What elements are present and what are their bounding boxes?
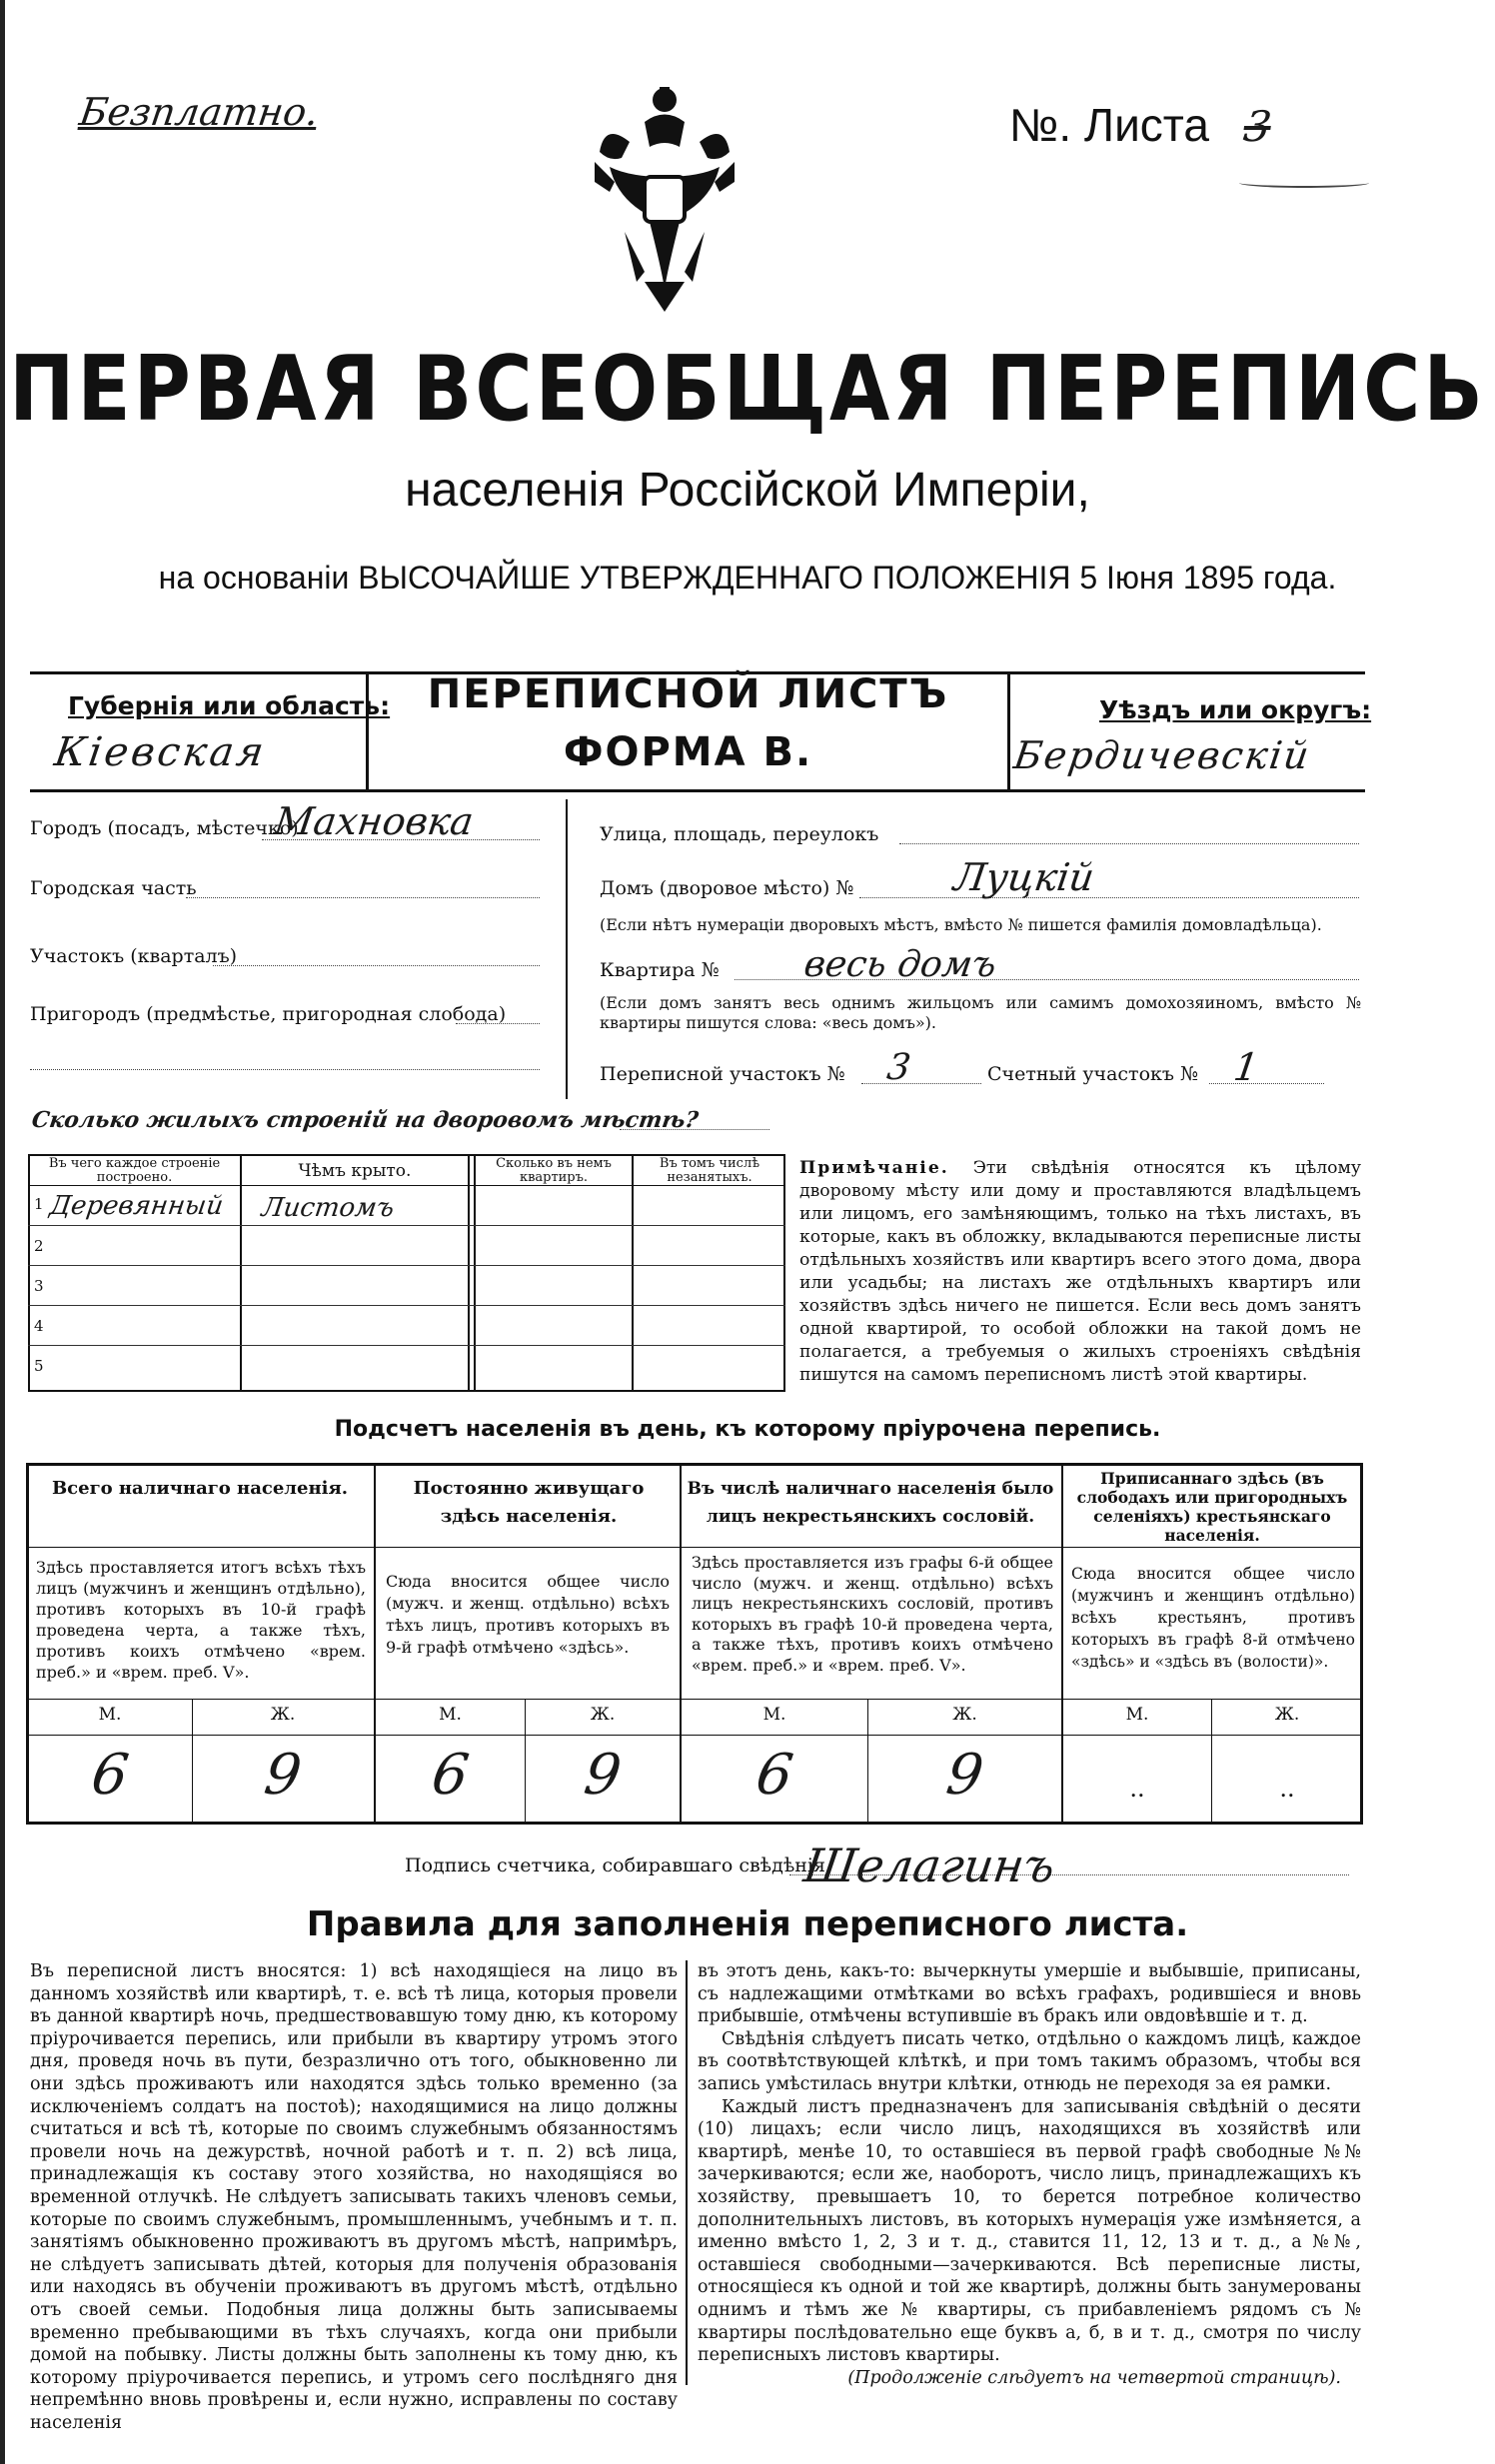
pop-col-4-f-label: Ж. (1274, 1705, 1300, 1725)
counting-district-value: 1 (1230, 1045, 1262, 1089)
city-part-line (186, 897, 540, 898)
apartment-label: Квартира № (600, 959, 720, 981)
form-header-divider-right (1007, 671, 1010, 789)
census-district-value: 3 (884, 1047, 913, 1088)
buildings-row-3-n: 3 (34, 1277, 44, 1295)
house-value: Луцкiй (950, 855, 1097, 899)
pop-col-2-m-label: М. (439, 1705, 462, 1725)
buildings-col-2 (468, 1154, 470, 1392)
imperial-eagle-icon (590, 82, 740, 322)
sheet-title: ПЕРЕПИСНОЙ ЛИСТЪ (427, 671, 949, 717)
rules-continued: (Продолженіе слѣдуетъ на четвертой страницѣ). (847, 2367, 1341, 2388)
uezd-label: Уѣздъ или округъ: (1099, 695, 1372, 724)
city-value: Махновка (271, 799, 477, 843)
suburb-line (456, 1023, 540, 1024)
pop-col-4-text: Сюда вносится общее число (мужчинъ и женщинъ отдѣльно) всѣхъ крестьянъ, противъ которыхъ въ графѣ 8-й отмѣчено «здѣсь» и «здѣсь въ (волости)». (1071, 1565, 1355, 1671)
buildings-row-rule-2 (28, 1265, 785, 1266)
buildings-question-line (620, 1129, 769, 1130)
sheet-number-value: 3 (1240, 102, 1275, 151)
city-label: Городъ (посадъ, мѣстечко) (30, 817, 299, 839)
buildings-row-4-n: 4 (34, 1317, 44, 1335)
suburb-label: Пригородъ (предмѣстье, пригородная слобода) (30, 1003, 507, 1025)
census-district-label: Переписной участокъ № (600, 1063, 845, 1085)
pop-col-4-f-value: .. (1279, 1775, 1295, 1803)
street-label: Улица, площадь, переулокъ (600, 823, 879, 845)
pop-col-1-title: Всего наличнаго населенія. (51, 1478, 349, 1499)
census-basis: на основаніи ВЫСОЧАЙШЕ УТВЕРЖДЕННАГО ПОЛОЖЕНІЯ 5 Іюня 1895 года. (158, 560, 1337, 596)
pop-col-3-f-label: Ж. (952, 1705, 977, 1725)
pop-col-4-title: Приписаннаго здѣсь (въ слободахъ или пригородныхъ селеніяхъ) крестьянскаго населенія. (1076, 1469, 1348, 1545)
rules-left-column: Въ переписной листъ вносятся: 1) всѣ находящіеся на лицо въ данномъ хозяйствѣ или квартирѣ, т. е. всѣ тѣ лица, которыя провели въ данной квартирѣ ночь, предшествовавшую тому дню, къ которому пріурочивается перепись, или прибыли въ квартиру утромъ этого дня, проведя ночь въ пути, безразлично отъ того, обыкновенно ли они здѣсь проживаютъ или находятся здѣсь только временно (за исключеніемъ солдатъ на постоѣ); находящимися на лицо должны считаться и всѣ тѣ, которые по своимъ служебнымъ обязанностямъ провели ночь на дежурствѣ, ночной работѣ и т. п. 2) всѣ лица, принадлежащія къ составу этого хозяйства, но находящіяся во временной отлучкѣ. Не слѣдуетъ записывать такихъ членовъ семьи, которые по своимъ служебнымъ, промышленнымъ, учебнымъ и т. п. занятіямъ обыкновенно проживаютъ въ другомъ мѣстѣ, напримѣръ, не слѣдуетъ записывать дѣтей, которыя для полученія образованія или находясь въ обученіи проживаютъ въ другомъ мѣстѣ, отдѣльно отъ своей семьи. Подобныя лица должны быть записываемы временно пребывающими въ тѣхъ случаяхъ, когда они прибыли домой на побывку. Листы должны быть заполнены къ тому дню, къ которому пріурочивается перепись, и утромъ сего послѣдняго дня непремѣнно вновь провѣрены и, если нужно, исправлены по составу населенія (30, 1961, 678, 2433)
pop-title-rule (26, 1547, 1363, 1548)
counting-district-line (1209, 1083, 1324, 1084)
apartment-value: весь домъ (801, 944, 999, 985)
pop-col-2-f-value: 9 (580, 1743, 626, 1808)
rules-title: Правила для заполненія переписного листа. (306, 1904, 1189, 1944)
buildings-row-rule-1 (28, 1225, 785, 1226)
rules-right-para-3: Каждый листъ предназначенъ для записыванія свѣдѣній о десяти (10) лицахъ; если число лицъ, находящихся въ хозяйствѣ или квартирѣ, менѣе 10, то оставшіеся въ первой графѣ свободные №№ зачеркиваются; если же, наоборотъ, число лицъ, принадлежащихъ къ хозяйству, превышаетъ 10, то берется потребное количество дополнительныхъ листовъ, въ которыхъ нумерація уже измѣняется, а именно вмѣсто 1, 2, 3 и т. д., ставится 11, 12, 13 и т. д., а №№, оставшіеся свободными—зачеркиваются. Всѣ переписные листы, относящіеся къ одной и той же квартирѣ, должны быть занумерованы однимъ и тѣмъ же № квартиры, съ прибавленіемъ рядомъ съ № квартиры послѣдовательно еще буквъ а, б, в и т. д., смотря по числу переписныхъ листовъ квартиры. (698, 2096, 1361, 2366)
census-title: ПЕРВАЯ ВСЕОБЩАЯ ПЕРЕПИСЬ (9, 338, 1486, 442)
rules-right-column (698, 1960, 1361, 2389)
pop-col-2-m-value: 6 (428, 1743, 473, 1808)
buildings-row-2-n: 2 (34, 1237, 44, 1255)
buildings-note-text: Эти свѣдѣнія относятся къ цѣлому дворовому мѣсту или дому и проставляются владѣльцемъ или лицомъ, его замѣняющимъ, только на тѣхъ листахъ, въ которые, какъ въ обложку, вкладываются переписные листы отдѣльныхъ хозяйствъ или квартиръ всего этого дома, двора или усадьбы; на листахъ же отдѣльныхъ квартиръ или хозяйствъ здѣсь ничего не пишется. Если весь домъ занятъ одной квартирой, то особой обложки на такой домъ не полагается, а требуемыя о жилыхъ строеніяхъ свѣдѣнія пишутся на самомъ переписномъ листѣ этой квартиры. (799, 1158, 1361, 1385)
apartment-note: (Если домъ занятъ весь однимъ жильцомъ или самимъ домохозяиномъ, вмѣсто № квартиры пишутся слова: «весь домъ»). (600, 993, 1361, 1032)
pop-col-1-f-label: Ж. (270, 1705, 296, 1725)
street-line (899, 843, 1359, 844)
address-divider (566, 799, 568, 1099)
buildings-row-1-material: Деревянный (47, 1191, 226, 1221)
form-name: ФОРМА В. (563, 729, 813, 775)
counting-district-label: Счетный участокъ № (987, 1063, 1198, 1085)
buildings-col-1 (240, 1154, 242, 1392)
rules-right-para-1: въ этотъ день, какъ-то: вычеркнуты умершіе и выбывшіе, приписаны, съ надлежащими отмѣтками во всѣхъ графахъ, родившіеся и вновь прибывшіе, отмѣчены вступившіе въ бракъ или овдовѣвшіе и т. д. (698, 1961, 1361, 2027)
buildings-col-roof: Чѣмъ крыто. (298, 1161, 412, 1181)
pop-mf-rule-top (26, 1699, 1363, 1700)
pop-col-4-m-label: М. (1125, 1705, 1149, 1725)
gubernia-value: Кiевская (51, 729, 270, 775)
pop-col-3-text: Здѣсь проставляется изъ графы 6-й общее число (мужч. и женщ. отдѣльно) всѣхъ лицъ некрестьянскихъ сословій, противъ которыхъ въ графѣ 10-й проведена черта, а также тѣхъ, противъ коихъ отмѣчено «врем. преб.» и «врем. преб. V». (692, 1553, 1053, 1675)
rules-column-divider (686, 1960, 688, 2385)
signature-value: Шелагинъ (800, 1839, 1059, 1892)
pop-col-4-m-value: .. (1129, 1775, 1145, 1803)
signature-label: Подпись счетчика, собиравшаго свѣдѣнія (405, 1854, 825, 1876)
pop-col-2-text: Сюда вносится общее число (мужч. и женщ. отдѣльно) всѣхъ тѣхъ лицъ, противъ которыхъ въ 9-й графѣ отмѣчено «здѣсь». (386, 1572, 670, 1657)
buildings-col-vacant: Въ томъ числѣ незанятыхъ. (659, 1156, 760, 1185)
buildings-row-rule-3 (28, 1305, 785, 1306)
house-note: (Если нѣтъ нумераціи дворовыхъ мѣстъ, вмѣсто № пишется фамилія домовладѣльца). (600, 915, 1322, 934)
form-header-rule-bottom (30, 789, 1365, 792)
population-heading: Подсчетъ населенія въ день, къ которому пріурочена перепись. (334, 1417, 1161, 1442)
pop-col-2-f-label: Ж. (590, 1705, 616, 1725)
pop-col-2-title: Постоянно живущаго здѣсь населенія. (413, 1478, 645, 1527)
buildings-col-apartments: Сколько въ немъ квартиръ. (496, 1156, 612, 1185)
sheet-number-label: №. Листа (1009, 99, 1209, 151)
pop-col-3-m-value: 6 (751, 1743, 797, 1808)
pop-col-1-text: Здѣсь проставляется итогъ всѣхъ тѣхъ лицъ (мужчинъ и женщинъ отдѣльно), противъ которыхъ въ 10-й графѣ проведена черта, а также тѣхъ, противъ коихъ отмѣчено «врем. преб.» и «врем. преб. V». (36, 1558, 366, 1682)
census-subtitle: населенія Россійской Имперіи, (405, 464, 1090, 517)
gubernia-label: Губернія или область: (68, 691, 391, 720)
district-line (213, 965, 540, 966)
free-label: Безплатно. (76, 90, 322, 134)
buildings-col-3 (632, 1154, 634, 1392)
suburb-line-2 (30, 1069, 540, 1070)
buildings-question: Сколько жилыхъ строеній на дворовомъ мѣстѣ? (30, 1107, 701, 1133)
district-label: Участокъ (кварталъ) (30, 945, 238, 967)
pop-col-1-m-label: М. (98, 1705, 122, 1725)
buildings-col-material: Въ чего каждое строеніе построено. (48, 1156, 221, 1185)
buildings-row-5-n: 5 (34, 1357, 44, 1375)
buildings-row-1-roof: Листомъ (259, 1193, 397, 1223)
rules-right-para-2: Свѣдѣнія слѣдуетъ писать четко, отдѣльно о каждомъ лицѣ, каждое въ соотвѣтствующей клѣткѣ, и при томъ такимъ образомъ, чтобы вся запись умѣстилась внутри клѣтки, отнюдь не переходя за ея рамки. (698, 2028, 1361, 2094)
buildings-note-title: Примѣчаніе. (799, 1158, 949, 1178)
buildings-col-2b (474, 1154, 476, 1392)
pop-mf-rule-bottom (26, 1735, 1363, 1736)
uezd-value: Бердичевскiй (1010, 733, 1314, 777)
pop-col-1-m-value: 6 (87, 1743, 133, 1808)
buildings-row-rule-4 (28, 1345, 785, 1346)
census-district-line (861, 1083, 981, 1084)
pop-col-3-title: Въ числѣ наличнаго населенія было лицъ некрестьянскихъ сословій. (687, 1479, 1054, 1527)
sheet-number-scribble (1239, 178, 1369, 188)
buildings-header-rule (28, 1185, 785, 1186)
city-part-label: Городская часть (30, 877, 197, 899)
pop-col-3-m-label: М. (762, 1705, 786, 1725)
buildings-note (799, 1157, 1361, 1387)
buildings-row-1-n: 1 (34, 1195, 44, 1213)
buildings-table (28, 1154, 785, 1392)
pop-col-1-f-value: 9 (260, 1743, 306, 1808)
house-label: Домъ (дворовое мѣсто) № (600, 877, 854, 899)
pop-col-3-f-value: 9 (942, 1743, 987, 1808)
house-line (859, 897, 1359, 898)
